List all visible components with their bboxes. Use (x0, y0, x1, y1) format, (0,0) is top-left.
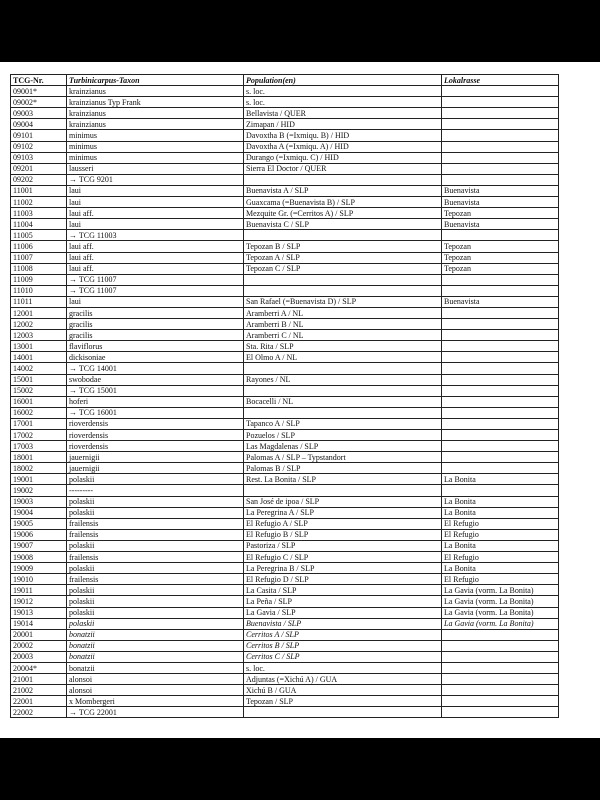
cell-lokalrasse: Buenavista (442, 296, 559, 307)
cell-taxon: → TCG 11003 (67, 230, 244, 241)
cell-lokalrasse (442, 141, 559, 152)
cell-lokalrasse (442, 696, 559, 707)
cell-taxon: polaskii (67, 607, 244, 618)
cell-lokalrasse (442, 307, 559, 318)
cell-taxon: alonsoi (67, 685, 244, 696)
table-row (11, 585, 559, 596)
cell-tcg-nr: 17002 (11, 430, 67, 441)
cell-taxon: polaskii (67, 596, 244, 607)
cell-population: Xichú B / GUA (244, 685, 442, 696)
cell-tcg-nr: 19005 (11, 518, 67, 529)
table-row (11, 574, 559, 585)
cell-lokalrasse: Tepozan (442, 252, 559, 263)
cell-population: La Casita / SLP (244, 585, 442, 596)
cell-population: Bocacelli / NL (244, 396, 442, 407)
cell-population (244, 174, 442, 185)
cell-tcg-nr: 20001 (11, 629, 67, 640)
table-row (11, 108, 559, 119)
table-row (11, 307, 559, 318)
cell-population: Aramberri B / NL (244, 319, 442, 330)
cell-population (244, 707, 442, 718)
cell-population (244, 274, 442, 285)
cell-taxon: polaskii (67, 618, 244, 629)
cell-taxon: polaskii (67, 496, 244, 507)
table-row (11, 407, 559, 418)
cell-taxon: laui aff. (67, 263, 244, 274)
table-row (11, 640, 559, 651)
cell-tcg-nr: 11004 (11, 219, 67, 230)
table-row (11, 441, 559, 452)
cell-tcg-nr: 19014 (11, 618, 67, 629)
cell-population: Sierra El Doctor / QUER (244, 163, 442, 174)
cell-lokalrasse (442, 629, 559, 640)
cell-taxon: dickisoniae (67, 352, 244, 363)
table-row (11, 496, 559, 507)
table-row (11, 86, 559, 97)
table-row (11, 629, 559, 640)
cell-lokalrasse (442, 651, 559, 662)
cell-lokalrasse (442, 485, 559, 496)
table-body (11, 86, 559, 718)
cell-population: San Rafael (=Buenavista D) / SLP (244, 296, 442, 307)
table-row (11, 330, 559, 341)
cell-tcg-nr: 19009 (11, 563, 67, 574)
cell-tcg-nr: 14001 (11, 352, 67, 363)
cell-lokalrasse (442, 685, 559, 696)
table-row (11, 563, 559, 574)
cell-tcg-nr: 12001 (11, 307, 67, 318)
cell-taxon: laui (67, 185, 244, 196)
cell-taxon: rioverdensis (67, 418, 244, 429)
cell-tcg-nr: 11007 (11, 252, 67, 263)
cell-population: Palomas A / SLP – Typstandort (244, 452, 442, 463)
cell-taxon: flaviflorus (67, 341, 244, 352)
cell-taxon: bonatzii (67, 651, 244, 662)
cell-lokalrasse (442, 418, 559, 429)
cell-population: Guaxcama (=Buenavista B) / SLP (244, 197, 442, 208)
table-row (11, 474, 559, 485)
table-row (11, 607, 559, 618)
cell-lokalrasse (442, 441, 559, 452)
cell-population: Aramberri A / NL (244, 307, 442, 318)
cell-population: La Gavia / SLP (244, 607, 442, 618)
cell-population: Mezquite Gr. (=Cerritos A) / SLP (244, 208, 442, 219)
cell-population: La Peregrina B / SLP (244, 563, 442, 574)
table-row (11, 463, 559, 474)
cell-lokalrasse (442, 152, 559, 163)
cell-population: El Refugio A / SLP (244, 518, 442, 529)
cell-tcg-nr: 13001 (11, 341, 67, 352)
cell-lokalrasse: Tepozan (442, 241, 559, 252)
cell-taxon: → TCG 16001 (67, 407, 244, 418)
cell-taxon: laui (67, 296, 244, 307)
table-row (11, 507, 559, 518)
table-row (11, 518, 559, 529)
table-row (11, 296, 559, 307)
table-row (11, 674, 559, 685)
cell-tcg-nr: 18002 (11, 463, 67, 474)
cell-taxon: → TCG 11007 (67, 274, 244, 285)
cell-population: s. loc. (244, 86, 442, 97)
cell-taxon: x Mombergeri (67, 696, 244, 707)
cell-population (244, 407, 442, 418)
table-row (11, 252, 559, 263)
cell-population: Aramberri C / NL (244, 330, 442, 341)
table-row (11, 163, 559, 174)
header-tcg-nr: TCG-Nr. (11, 75, 67, 86)
cell-lokalrasse: La Gavia (vorm. La Bonita) (442, 596, 559, 607)
table-row (11, 185, 559, 196)
cell-tcg-nr: 11002 (11, 197, 67, 208)
table-row (11, 208, 559, 219)
cell-lokalrasse: La Bonita (442, 474, 559, 485)
cell-population (244, 230, 442, 241)
cell-population (244, 363, 442, 374)
document-sheet (0, 62, 600, 738)
cell-taxon: minimus (67, 152, 244, 163)
cell-tcg-nr: 19007 (11, 540, 67, 551)
cell-tcg-nr: 09102 (11, 141, 67, 152)
cell-tcg-nr: 11011 (11, 296, 67, 307)
table-row (11, 285, 559, 296)
cell-lokalrasse: Tepozan (442, 263, 559, 274)
cell-taxon: rioverdensis (67, 441, 244, 452)
cell-tcg-nr: 19011 (11, 585, 67, 596)
table-row (11, 696, 559, 707)
cell-lokalrasse (442, 352, 559, 363)
cell-taxon: frailensis (67, 529, 244, 540)
cell-tcg-nr: 09101 (11, 130, 67, 141)
cell-tcg-nr: 21002 (11, 685, 67, 696)
cell-tcg-nr: 16002 (11, 407, 67, 418)
cell-lokalrasse: El Refugio (442, 574, 559, 585)
table-row (11, 552, 559, 563)
cell-lokalrasse (442, 385, 559, 396)
cell-lokalrasse (442, 640, 559, 651)
cell-lokalrasse (442, 119, 559, 130)
cell-lokalrasse (442, 463, 559, 474)
cell-population: Zimapan / HID (244, 119, 442, 130)
cell-population: Pastoriza / SLP (244, 540, 442, 551)
cell-tcg-nr: 09202 (11, 174, 67, 185)
cell-population: Rest. La Bonita / SLP (244, 474, 442, 485)
table-row (11, 97, 559, 108)
cell-tcg-nr: 20003 (11, 651, 67, 662)
cell-tcg-nr: 19004 (11, 507, 67, 518)
table-row (11, 596, 559, 607)
cell-lokalrasse: El Refugio (442, 529, 559, 540)
tcg-taxon-table (10, 74, 559, 718)
table-row (11, 319, 559, 330)
cell-lokalrasse (442, 407, 559, 418)
cell-taxon: frailensis (67, 552, 244, 563)
cell-lokalrasse (442, 97, 559, 108)
cell-population: El Refugio D / SLP (244, 574, 442, 585)
table-row (11, 274, 559, 285)
table-row (11, 230, 559, 241)
cell-taxon: bonatzii (67, 640, 244, 651)
cell-taxon: lausseri (67, 163, 244, 174)
cell-taxon: frailensis (67, 574, 244, 585)
cell-lokalrasse: Buenavista (442, 197, 559, 208)
cell-tcg-nr: 15001 (11, 374, 67, 385)
cell-tcg-nr: 09001* (11, 86, 67, 97)
table-row (11, 197, 559, 208)
cell-taxon: hoferi (67, 396, 244, 407)
cell-tcg-nr: 11009 (11, 274, 67, 285)
cell-lokalrasse: El Refugio (442, 552, 559, 563)
cell-population: El Refugio C / SLP (244, 552, 442, 563)
cell-taxon: polaskii (67, 540, 244, 551)
cell-lokalrasse: El Refugio (442, 518, 559, 529)
cell-lokalrasse: Buenavista (442, 185, 559, 196)
cell-population: Palomas B / SLP (244, 463, 442, 474)
cell-population: Rayones / NL (244, 374, 442, 385)
cell-taxon: krainzianus (67, 119, 244, 130)
cell-population: Tepozan B / SLP (244, 241, 442, 252)
cell-tcg-nr: 09003 (11, 108, 67, 119)
cell-tcg-nr: 19012 (11, 596, 67, 607)
table-row (11, 174, 559, 185)
table-row (11, 130, 559, 141)
table-row (11, 341, 559, 352)
cell-tcg-nr: 20004* (11, 662, 67, 673)
cell-taxon: → TCG 14001 (67, 363, 244, 374)
cell-taxon: → TCG 22001 (67, 707, 244, 718)
cell-population: La Peña / SLP (244, 596, 442, 607)
table-row (11, 141, 559, 152)
cell-tcg-nr: 11003 (11, 208, 67, 219)
cell-population: Pozuelos / SLP (244, 430, 442, 441)
cell-population: Tapanco A / SLP (244, 418, 442, 429)
cell-tcg-nr: 11010 (11, 285, 67, 296)
cell-tcg-nr: 17003 (11, 441, 67, 452)
cell-taxon: polaskii (67, 507, 244, 518)
cell-tcg-nr: 18001 (11, 452, 67, 463)
cell-lokalrasse (442, 130, 559, 141)
cell-tcg-nr: 16001 (11, 396, 67, 407)
table-row (11, 396, 559, 407)
cell-lokalrasse: Tepozan (442, 208, 559, 219)
table-row (11, 374, 559, 385)
cell-tcg-nr: 17001 (11, 418, 67, 429)
cell-lokalrasse: Buenavista (442, 219, 559, 230)
cell-taxon: rioverdensis (67, 430, 244, 441)
cell-lokalrasse (442, 707, 559, 718)
cell-lokalrasse (442, 430, 559, 441)
cell-taxon: polaskii (67, 563, 244, 574)
cell-taxon: → TCG 9201 (67, 174, 244, 185)
cell-taxon: krainzianus (67, 108, 244, 119)
cell-taxon: laui (67, 219, 244, 230)
cell-lokalrasse: La Gavia (vorm. La Bonita) (442, 607, 559, 618)
table-row (11, 418, 559, 429)
cell-taxon: laui (67, 197, 244, 208)
cell-tcg-nr: 09201 (11, 163, 67, 174)
table-row (11, 662, 559, 673)
table-row (11, 385, 559, 396)
cell-population: Davoxtha A (=Ixmiqu. A) / HID (244, 141, 442, 152)
cell-taxon: laui aff. (67, 252, 244, 263)
table-row (11, 430, 559, 441)
cell-taxon: swobodae (67, 374, 244, 385)
cell-tcg-nr: 19003 (11, 496, 67, 507)
cell-lokalrasse (442, 452, 559, 463)
cell-population: Tepozan C / SLP (244, 263, 442, 274)
cell-population: Davoxtha B (=Ixmiqu. B) / HID (244, 130, 442, 141)
cell-population (244, 385, 442, 396)
cell-lokalrasse: La Bonita (442, 507, 559, 518)
table-row (11, 219, 559, 230)
cell-tcg-nr: 21001 (11, 674, 67, 685)
cell-tcg-nr: 19002 (11, 485, 67, 496)
cell-population: s. loc. (244, 662, 442, 673)
cell-taxon: gracilis (67, 319, 244, 330)
table-row (11, 485, 559, 496)
cell-population: Las Magdalenas / SLP (244, 441, 442, 452)
cell-population: La Peregrina A / SLP (244, 507, 442, 518)
cell-lokalrasse: La Bonita (442, 540, 559, 551)
cell-population: San José de ipoa / SLP (244, 496, 442, 507)
header-population: Population(en) (244, 75, 442, 86)
cell-lokalrasse: La Gavia (vorm. La Bonita) (442, 585, 559, 596)
cell-tcg-nr: 12002 (11, 319, 67, 330)
table-row (11, 263, 559, 274)
cell-tcg-nr: 20002 (11, 640, 67, 651)
cell-population: Bellavista / QUER (244, 108, 442, 119)
cell-taxon: gracilis (67, 330, 244, 341)
cell-tcg-nr: 19006 (11, 529, 67, 540)
table-header-row (11, 75, 559, 86)
cell-population: Buenavista / SLP (244, 618, 442, 629)
cell-tcg-nr: 19001 (11, 474, 67, 485)
table-row (11, 152, 559, 163)
cell-tcg-nr: 09004 (11, 119, 67, 130)
cell-taxon: jauernigii (67, 463, 244, 474)
cell-population: s. loc. (244, 97, 442, 108)
cell-tcg-nr: 14002 (11, 363, 67, 374)
header-taxon: Turbinicarpus-Taxon (67, 75, 244, 86)
cell-population (244, 285, 442, 296)
cell-population: Tepozan / SLP (244, 696, 442, 707)
cell-taxon: jauernigii (67, 452, 244, 463)
cell-population: Buenavista C / SLP (244, 219, 442, 230)
cell-lokalrasse (442, 108, 559, 119)
cell-tcg-nr: 11008 (11, 263, 67, 274)
cell-tcg-nr: 09002* (11, 97, 67, 108)
cell-lokalrasse (442, 662, 559, 673)
cell-lokalrasse (442, 330, 559, 341)
cell-lokalrasse (442, 163, 559, 174)
table-row (11, 241, 559, 252)
cell-lokalrasse: La Bonita (442, 563, 559, 574)
table-row (11, 707, 559, 718)
cell-taxon: krainzianus Typ Frank (67, 97, 244, 108)
cell-taxon: polaskii (67, 474, 244, 485)
cell-lokalrasse (442, 319, 559, 330)
cell-taxon: laui aff. (67, 241, 244, 252)
header-lokalrasse: Lokalrasse (442, 75, 559, 86)
cell-population: Durango (=Ixmiqu. C) / HID (244, 152, 442, 163)
cell-lokalrasse (442, 363, 559, 374)
cell-lokalrasse (442, 285, 559, 296)
cell-taxon: bonatzii (67, 662, 244, 673)
table-row (11, 618, 559, 629)
cell-tcg-nr: 09103 (11, 152, 67, 163)
cell-taxon: krainzianus (67, 86, 244, 97)
cell-lokalrasse (442, 230, 559, 241)
cell-taxon: polaskii (67, 585, 244, 596)
cell-taxon: → TCG 15001 (67, 385, 244, 396)
cell-lokalrasse: La Gavia (vorm. La Bonita) (442, 618, 559, 629)
cell-population: Cerritos A / SLP (244, 629, 442, 640)
cell-taxon: → TCG 11007 (67, 285, 244, 296)
cell-tcg-nr: 15002 (11, 385, 67, 396)
cell-tcg-nr: 11006 (11, 241, 67, 252)
cell-population: Cerritos C / SLP (244, 651, 442, 662)
cell-taxon: minimus (67, 130, 244, 141)
cell-taxon: alonsoi (67, 674, 244, 685)
table-row (11, 540, 559, 551)
table-row (11, 452, 559, 463)
table-row (11, 651, 559, 662)
cell-population: Cerritos B / SLP (244, 640, 442, 651)
cell-lokalrasse (442, 174, 559, 185)
table-row (11, 529, 559, 540)
cell-tcg-nr: 12003 (11, 330, 67, 341)
cell-taxon: frailensis (67, 518, 244, 529)
cell-lokalrasse (442, 341, 559, 352)
table-row (11, 352, 559, 363)
cell-tcg-nr: 22001 (11, 696, 67, 707)
cell-tcg-nr: 19008 (11, 552, 67, 563)
cell-population: Buenavista A / SLP (244, 185, 442, 196)
cell-taxon: minimus (67, 141, 244, 152)
cell-tcg-nr: 11005 (11, 230, 67, 241)
cell-tcg-nr: 11001 (11, 185, 67, 196)
cell-lokalrasse (442, 86, 559, 97)
cell-lokalrasse: La Bonita (442, 496, 559, 507)
cell-lokalrasse (442, 374, 559, 385)
cell-population: Adjuntas (=Xichú A) / GUA (244, 674, 442, 685)
cell-lokalrasse (442, 396, 559, 407)
cell-taxon: --------- (67, 485, 244, 496)
cell-lokalrasse (442, 674, 559, 685)
cell-population: El Olmo A / NL (244, 352, 442, 363)
cell-population: El Refugio B / SLP (244, 529, 442, 540)
cell-population: Tepozan A / SLP (244, 252, 442, 263)
table-row (11, 119, 559, 130)
table-row (11, 685, 559, 696)
cell-lokalrasse (442, 274, 559, 285)
cell-tcg-nr: 22002 (11, 707, 67, 718)
cell-tcg-nr: 19010 (11, 574, 67, 585)
cell-taxon: gracilis (67, 307, 244, 318)
cell-taxon: bonatzii (67, 629, 244, 640)
cell-population (244, 485, 442, 496)
cell-population: Sta. Rita / SLP (244, 341, 442, 352)
table-row (11, 363, 559, 374)
cell-taxon: laui aff. (67, 208, 244, 219)
cell-tcg-nr: 19013 (11, 607, 67, 618)
